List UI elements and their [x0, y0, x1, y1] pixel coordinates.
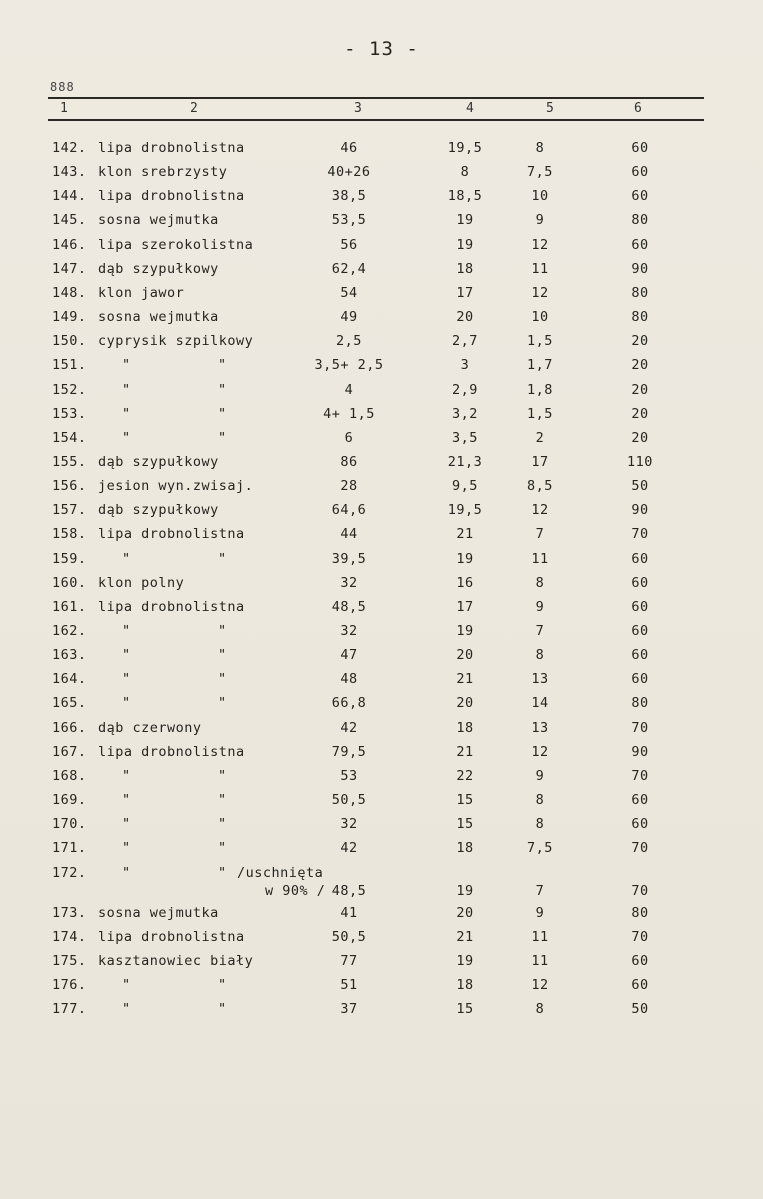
- cell-col-4: 2,9: [452, 381, 478, 398]
- row-number: 172.: [52, 864, 87, 881]
- ditto-mark: ": [218, 357, 227, 374]
- species-name: dąb szypułkowy: [98, 453, 219, 470]
- table-row: [0, 575, 763, 599]
- row-number: 169.: [52, 792, 87, 809]
- cell-col-4: 20: [456, 695, 474, 712]
- cell-col-3: 62,4: [331, 260, 367, 277]
- cell-col-3: 32: [340, 574, 358, 591]
- cell-col-4: 21: [456, 928, 474, 945]
- species-name: lipa drobnolistna: [98, 526, 245, 543]
- table-row: [0, 454, 763, 478]
- ditto-mark: ": [218, 381, 227, 398]
- row-note: /uschnięta: [237, 864, 324, 881]
- cell-col-3: 37: [340, 1001, 358, 1018]
- cell-col-6: 60: [631, 816, 649, 833]
- ditto-mark: ": [218, 767, 227, 784]
- cell-col-6: 90: [631, 260, 649, 277]
- table-row: [0, 864, 763, 899]
- row-number: 146.: [52, 236, 87, 253]
- row-number: 177.: [52, 1001, 87, 1018]
- species-name: kasztanowiec biały: [98, 952, 254, 969]
- cell-col-5: 8: [535, 1001, 545, 1018]
- row-number: 147.: [52, 260, 87, 277]
- ditto-mark: ": [218, 695, 227, 712]
- table-row: [0, 526, 763, 550]
- cell-col-4: 19: [456, 952, 474, 969]
- ditto-mark: ": [122, 647, 131, 664]
- cell-col-3: 49: [340, 309, 358, 326]
- cell-col-6: 70: [631, 767, 649, 784]
- species-name: sosna wejmutka: [98, 212, 219, 229]
- row-number: 149.: [52, 309, 87, 326]
- row-number: 155.: [52, 453, 87, 470]
- row-number: 150.: [52, 333, 87, 350]
- table-row: [0, 309, 763, 333]
- cell-col-3: 32: [340, 623, 358, 639]
- cell-col-4: 18: [456, 977, 474, 994]
- table-row: [0, 953, 763, 977]
- row-number: 151.: [52, 357, 87, 374]
- cell-col-3: 46: [340, 140, 358, 156]
- cell-col-6: 60: [631, 164, 649, 181]
- table-row: [0, 261, 763, 285]
- cell-col-6: 20: [631, 405, 649, 422]
- ditto-mark: ": [122, 816, 131, 833]
- cell-col-3: 42: [340, 719, 358, 736]
- row-number: 165.: [52, 695, 87, 712]
- cell-col-4: 18: [456, 719, 474, 736]
- column-header-3: 3: [354, 101, 362, 116]
- cell-col-3: 3,5+ 2,5: [314, 357, 384, 374]
- cell-col-4: 22: [456, 767, 474, 784]
- ditto-mark: ": [218, 816, 227, 833]
- cell-col-5: 8: [535, 647, 545, 664]
- cell-col-5: 8: [535, 816, 545, 833]
- species-name: dąb szypułkowy: [98, 260, 219, 277]
- cell-col-4: 20: [456, 647, 474, 664]
- row-number: 164.: [52, 671, 87, 688]
- table-row: [0, 905, 763, 929]
- cell-col-6: 50: [631, 478, 649, 495]
- ditto-mark: ": [122, 864, 131, 881]
- cell-col-3: 48: [340, 671, 358, 688]
- row-number: 163.: [52, 647, 87, 664]
- ditto-mark: ": [122, 429, 131, 446]
- table-row: [0, 237, 763, 261]
- table-row: [0, 623, 763, 647]
- cell-col-5: 9: [535, 598, 545, 615]
- cell-col-5: 9: [535, 767, 545, 784]
- cell-col-6: 70: [631, 928, 649, 945]
- table-row: [0, 406, 763, 430]
- cell-col-6: 90: [631, 743, 649, 760]
- cell-col-3: 39,5: [331, 550, 367, 567]
- row-number: 153.: [52, 405, 87, 422]
- cell-col-6: 70: [631, 840, 649, 857]
- cell-col-4: 8: [460, 164, 470, 181]
- cell-col-6: 80: [631, 904, 649, 921]
- table-row: [0, 164, 763, 188]
- species-name: klon srebrzysty: [98, 164, 228, 181]
- row-number: 145.: [52, 212, 87, 229]
- document-code: 888: [50, 80, 75, 94]
- cell-col-6: 60: [631, 574, 649, 591]
- ditto-mark: ": [122, 792, 131, 809]
- species-name: klon jawor: [98, 284, 185, 301]
- species-name: jesion wyn.zwisaj.: [98, 478, 254, 495]
- cell-col-5: 13: [531, 719, 549, 736]
- cell-col-4: 19: [456, 550, 474, 567]
- ditto-mark: ": [122, 977, 131, 994]
- ditto-mark: ": [218, 623, 227, 639]
- cell-col-6: 80: [631, 284, 649, 301]
- ditto-mark: ": [122, 1001, 131, 1018]
- row-number: 176.: [52, 977, 87, 994]
- cell-col-5: 11: [531, 928, 549, 945]
- table-row: [0, 430, 763, 454]
- cell-col-3: 56: [340, 236, 358, 253]
- ditto-mark: ": [122, 405, 131, 422]
- cell-col-3: 6: [344, 429, 354, 446]
- species-name: dąb czerwony: [98, 719, 202, 736]
- cell-col-6: 80: [631, 212, 649, 229]
- cell-col-4: 19: [456, 623, 474, 639]
- cell-col-6: 60: [631, 792, 649, 809]
- table-row: [0, 599, 763, 623]
- cell-col-4: 21: [456, 671, 474, 688]
- cell-col-4: 3,2: [452, 405, 478, 422]
- cell-col-6: 60: [631, 188, 649, 205]
- cell-col-3: 77: [340, 952, 358, 969]
- row-number: 143.: [52, 164, 87, 181]
- cell-col-4: 17: [456, 284, 474, 301]
- cell-col-6: 60: [631, 952, 649, 969]
- cell-col-4: 20: [456, 309, 474, 326]
- table-row: [0, 816, 763, 840]
- cell-col-4: 19: [456, 882, 474, 899]
- cell-col-5: 9: [535, 212, 545, 229]
- cell-col-5: 1,5: [527, 333, 553, 350]
- cell-col-3: 51: [340, 977, 358, 994]
- cell-col-3: 47: [340, 647, 358, 664]
- cell-col-6: 60: [631, 236, 649, 253]
- cell-col-3: 50,5: [331, 928, 367, 945]
- table-row: [0, 647, 763, 671]
- species-name: lipa drobnolistna: [98, 188, 245, 205]
- cell-col-4: 15: [456, 1001, 474, 1018]
- cell-col-5: 7: [535, 526, 545, 543]
- row-number: 142.: [52, 140, 87, 156]
- cell-col-5: 8: [535, 140, 545, 156]
- cell-col-4: 3,5: [452, 429, 478, 446]
- row-number: 148.: [52, 284, 87, 301]
- ditto-mark: ": [218, 977, 227, 994]
- cell-col-4: 9,5: [452, 478, 478, 495]
- ditto-mark: ": [122, 357, 131, 374]
- cell-col-4: 18,5: [447, 188, 483, 205]
- row-number: 162.: [52, 623, 87, 639]
- cell-col-5: 12: [531, 743, 549, 760]
- ditto-mark: ": [218, 429, 227, 446]
- cell-col-6: 20: [631, 357, 649, 374]
- cell-col-6: 90: [631, 502, 649, 519]
- table-row: [0, 551, 763, 575]
- row-number: 160.: [52, 574, 87, 591]
- cell-col-5: 11: [531, 550, 549, 567]
- page-number: - 13 -: [344, 38, 419, 60]
- cell-col-6: 80: [631, 309, 649, 326]
- cell-col-3: 50,5: [331, 792, 367, 809]
- table-row: [0, 333, 763, 357]
- header-bottom-rule: [48, 119, 704, 121]
- cell-col-6: 60: [631, 598, 649, 615]
- cell-col-3: 54: [340, 284, 358, 301]
- row-number: 168.: [52, 767, 87, 784]
- row-number: 152.: [52, 381, 87, 398]
- row-number: 158.: [52, 526, 87, 543]
- row-number: 171.: [52, 840, 87, 857]
- ditto-mark: ": [218, 550, 227, 567]
- ditto-mark: ": [122, 767, 131, 784]
- ditto-mark: ": [122, 840, 131, 857]
- cell-col-6: 60: [631, 671, 649, 688]
- table-row: [0, 140, 763, 164]
- cell-col-5: 1,7: [527, 357, 553, 374]
- table-row: [0, 1001, 763, 1025]
- column-header-4: 4: [466, 101, 474, 116]
- cell-col-3: 48,5: [331, 882, 367, 899]
- cell-col-6: 110: [627, 453, 653, 470]
- cell-col-4: 2,7: [452, 333, 478, 350]
- row-number: 154.: [52, 429, 87, 446]
- cell-col-6: 60: [631, 647, 649, 664]
- row-number: 174.: [52, 928, 87, 945]
- cell-col-5: 17: [531, 453, 549, 470]
- species-name: dąb szypułkowy: [98, 502, 219, 519]
- cell-col-3: 48,5: [331, 598, 367, 615]
- row-number: 161.: [52, 598, 87, 615]
- cell-col-4: 18: [456, 840, 474, 857]
- ditto-mark: ": [218, 840, 227, 857]
- species-name: lipa szerokolistna: [98, 236, 254, 253]
- cell-col-3: 38,5: [331, 188, 367, 205]
- ditto-mark: ": [218, 671, 227, 688]
- table-row: [0, 977, 763, 1001]
- cell-col-5: 7,5: [527, 840, 553, 857]
- cell-col-3: 64,6: [331, 502, 367, 519]
- table-row: [0, 929, 763, 953]
- table-row: [0, 478, 763, 502]
- table-row: [0, 502, 763, 526]
- cell-col-3: 4+ 1,5: [323, 405, 375, 422]
- cell-col-6: 70: [631, 719, 649, 736]
- table-row: [0, 695, 763, 719]
- table-row: [0, 357, 763, 381]
- cell-col-3: 66,8: [331, 695, 367, 712]
- ditto-mark: ": [218, 405, 227, 422]
- cell-col-6: 70: [631, 882, 649, 899]
- header-top-rule: [48, 97, 704, 99]
- cell-col-4: 21,3: [447, 453, 483, 470]
- cell-col-6: 50: [631, 1001, 649, 1018]
- ditto-mark: ": [122, 381, 131, 398]
- species-name: sosna wejmutka: [98, 904, 219, 921]
- ditto-mark: ": [218, 792, 227, 809]
- row-number: 166.: [52, 719, 87, 736]
- cell-col-3: 4: [344, 381, 354, 398]
- ditto-mark: ": [218, 647, 227, 664]
- species-name: cyprysik szpilkowy: [98, 333, 254, 350]
- cell-col-6: 20: [631, 429, 649, 446]
- row-number: 175.: [52, 952, 87, 969]
- row-number: 157.: [52, 502, 87, 519]
- cell-col-3: 32: [340, 816, 358, 833]
- cell-col-4: 19,5: [447, 140, 483, 156]
- column-header-2: 2: [190, 101, 198, 116]
- cell-col-5: 8,5: [527, 478, 553, 495]
- table-row: [0, 285, 763, 309]
- cell-col-4: 21: [456, 743, 474, 760]
- cell-col-5: 14: [531, 695, 549, 712]
- cell-col-4: 18: [456, 260, 474, 277]
- cell-col-4: 15: [456, 792, 474, 809]
- table-row: [0, 744, 763, 768]
- cell-col-4: 3: [460, 357, 470, 374]
- cell-col-4: 21: [456, 526, 474, 543]
- cell-col-4: 15: [456, 816, 474, 833]
- cell-col-5: 10: [531, 188, 549, 205]
- cell-col-5: 2: [535, 429, 545, 446]
- cell-col-3: 2,5: [336, 333, 362, 350]
- ditto-mark: ": [122, 623, 131, 639]
- cell-col-3: 28: [340, 478, 358, 495]
- cell-col-5: 12: [531, 236, 549, 253]
- cell-col-5: 8: [535, 792, 545, 809]
- ditto-mark: ": [218, 864, 227, 881]
- cell-col-4: 19: [456, 236, 474, 253]
- cell-col-5: 12: [531, 502, 549, 519]
- cell-col-5: 7: [535, 623, 545, 639]
- cell-col-6: 60: [631, 550, 649, 567]
- species-name: sosna wejmutka: [98, 309, 219, 326]
- cell-col-5: 13: [531, 671, 549, 688]
- cell-col-6: 60: [631, 623, 649, 639]
- table-row: [0, 671, 763, 695]
- species-name: lipa drobnolistna: [98, 140, 245, 156]
- cell-col-5: 12: [531, 284, 549, 301]
- cell-col-3: 53: [340, 767, 358, 784]
- cell-col-6: 70: [631, 526, 649, 543]
- row-number: 173.: [52, 904, 87, 921]
- cell-col-5: 7: [535, 882, 545, 899]
- cell-col-3: 44: [340, 526, 358, 543]
- cell-col-3: 79,5: [331, 743, 367, 760]
- species-name: lipa drobnolistna: [98, 598, 245, 615]
- column-header-5: 5: [546, 101, 554, 116]
- ditto-mark: ": [218, 1001, 227, 1018]
- cell-col-5: 11: [531, 260, 549, 277]
- table-row: [0, 840, 763, 864]
- cell-col-6: 20: [631, 333, 649, 350]
- cell-col-3: 53,5: [331, 212, 367, 229]
- cell-col-5: 12: [531, 977, 549, 994]
- cell-col-4: 20: [456, 904, 474, 921]
- row-note-continued: w 90% /: [265, 882, 326, 899]
- row-number: 167.: [52, 743, 87, 760]
- cell-col-5: 1,8: [527, 381, 553, 398]
- cell-col-5: 1,5: [527, 405, 553, 422]
- column-header-1: 1: [60, 101, 68, 116]
- species-name: lipa drobnolistna: [98, 928, 245, 945]
- cell-col-5: 11: [531, 952, 549, 969]
- species-name: klon polny: [98, 574, 185, 591]
- table-row: [0, 212, 763, 236]
- cell-col-4: 19,5: [447, 502, 483, 519]
- cell-col-5: 7,5: [527, 164, 553, 181]
- cell-col-6: 20: [631, 381, 649, 398]
- cell-col-3: 86: [340, 453, 358, 470]
- table-row: [0, 768, 763, 792]
- species-name: lipa drobnolistna: [98, 743, 245, 760]
- row-number: 170.: [52, 816, 87, 833]
- table-row: [0, 792, 763, 816]
- cell-col-6: 60: [631, 977, 649, 994]
- cell-col-6: 60: [631, 140, 649, 156]
- ditto-mark: ": [122, 695, 131, 712]
- ditto-mark: ": [122, 550, 131, 567]
- row-number: 144.: [52, 188, 87, 205]
- cell-col-5: 9: [535, 904, 545, 921]
- table-row: [0, 382, 763, 406]
- cell-col-3: 40+26: [327, 164, 371, 181]
- ditto-mark: ": [122, 671, 131, 688]
- row-number: 159.: [52, 550, 87, 567]
- cell-col-3: 41: [340, 904, 358, 921]
- cell-col-4: 17: [456, 598, 474, 615]
- row-number: 156.: [52, 478, 87, 495]
- cell-col-4: 16: [456, 574, 474, 591]
- table-row: [0, 188, 763, 212]
- cell-col-5: 10: [531, 309, 549, 326]
- table-row: [0, 720, 763, 744]
- cell-col-5: 8: [535, 574, 545, 591]
- column-header-6: 6: [634, 101, 642, 116]
- cell-col-6: 80: [631, 695, 649, 712]
- cell-col-3: 42: [340, 840, 358, 857]
- cell-col-4: 19: [456, 212, 474, 229]
